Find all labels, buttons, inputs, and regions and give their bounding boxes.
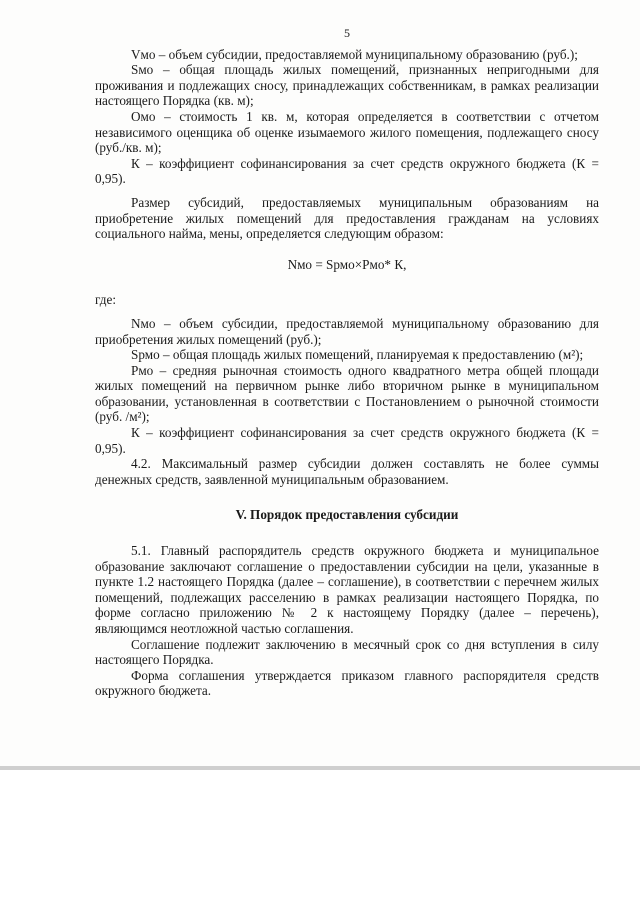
paragraph-s-rmo: Sрмо – общая площадь жилых помещений, планируемая к предоставлению (м²); — [131, 347, 584, 363]
paragraph-agreement-term: Соглашение подлежит заключению в месячный срок со дня вступления в силу настоящего Порядка. — [95, 636, 599, 668]
section-heading: V. Порядок предоставления субсидии — [235, 507, 459, 523]
paragraph-subsidy-size: Размер субсидий, предоставляемых муниципальным образованиям на приобретение жилых помещений для предоставления гражданам на условиях социального найма, мены, определяется следующим образом: — [95, 194, 599, 242]
paragraph-k-coefficient-1: К – коэффициент софинансирования за счет средств окружного бюджета (К = 0,95). — [95, 155, 599, 187]
paragraph-v-mo: Vмо – объем субсидии, предоставляемой муниципальному образованию (руб.); — [131, 46, 578, 62]
paragraph-n-mo: Nмо – объем субсидии, предоставляемой муниципальному образованию для приобретения жилых помещений (руб.); — [95, 315, 599, 347]
paragraph-4-2: 4.2. Максимальный размер субсидии должен составлять не более суммы денежных средств, заявленной муниципальным образованием. — [95, 456, 599, 487]
page-number: 5 — [344, 26, 350, 40]
paragraph-p-mo: Рмо – средняя рыночная стоимость одного квадратного метра общей площади жилых помещений на первичном рынке либо вторичном рынке в муниципальном образовании, установленная в соответствии с Постановлением о рыночной стоимости (руб. /м²); — [95, 362, 599, 425]
paragraph-s-mo: Sмо – общая площадь жилых помещений, признанных непригодными для проживания и подлежащих сносу, принадлежащих собственникам, в рамках реализации настоящего Порядка (кв. м); — [95, 62, 599, 109]
document-page — [95, 26, 599, 699]
paragraph-agreement-form: Форма соглашения утверждается приказом главного распорядителя средств окружного бюджета. — [95, 667, 599, 699]
paragraph-o-mo: Омо – стоимость 1 кв. м, которая определяется в соответствии с отчетом независимого оценщика об оценке изымаемого жилого помещения, подлежащего сносу (руб./кв. м); — [95, 108, 599, 156]
scan-edge — [0, 766, 640, 770]
where-label: где: — [95, 292, 116, 308]
paragraph-k-coefficient-2: К – коэффициент софинансирования за счет средств окружного бюджета (К = 0,95). — [95, 425, 599, 456]
formula: Nмо = Sрмо×Рмо* К, — [287, 256, 407, 272]
paragraph-5-1: 5.1. Главный распорядитель средств окружного бюджета и муниципальное образование заключают соглашение о предоставлении субсидии на цели, указанные в пункте 1.2 настоящего Порядка (далее – соглашение), в соответствии с перечнем жилых помещений, подлежащих расселению в рамках реализации настоящего Порядка, по форме согласно приложению № 2 к настоящему Порядку (далее – перечень), являющимся неотложной частью соглашения. — [95, 543, 599, 636]
